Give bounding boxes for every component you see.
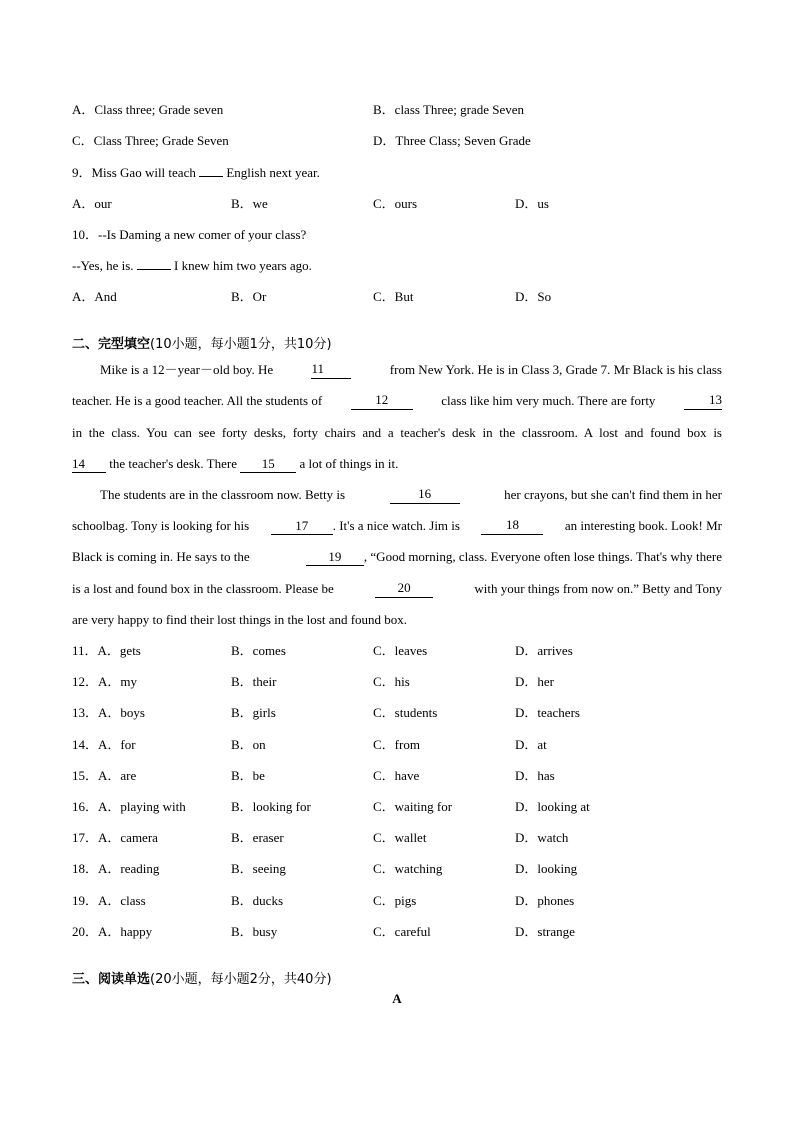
question-number: 13． xyxy=(72,705,99,720)
section3-note: (20小题，每小题2分，共40分) xyxy=(150,972,332,987)
passage-text: . It's a nice watch. Jim is xyxy=(332,518,460,533)
passage-text: the teacher's desk. There xyxy=(109,456,237,471)
passage-text: an interesting book. Look! Mr xyxy=(564,518,722,533)
cloze-option-c[interactable]: C．have xyxy=(373,768,420,783)
passage-text: Mike is a 12－year－old boy. He xyxy=(100,362,274,377)
option-a-text: A．camera xyxy=(98,830,158,845)
option-a-text: A．happy xyxy=(98,924,153,939)
section2-heading xyxy=(72,335,722,353)
cloze-option-a[interactable] xyxy=(72,829,158,847)
cloze-option-row xyxy=(72,642,722,660)
cloze-option-b[interactable]: B．girls xyxy=(231,705,276,720)
cloze-option-row xyxy=(72,767,722,785)
passage-line-9: are very happy to find their lost things in the lost and found box. xyxy=(72,612,408,627)
option-a-text: A．playing with xyxy=(98,799,186,814)
question-number: 20． xyxy=(72,924,99,939)
q9-stem-text-end: English next year. xyxy=(223,165,320,180)
q10-blank[interactable] xyxy=(137,269,171,270)
cloze-option-d[interactable]: D．phones xyxy=(515,893,575,908)
passage-text: teacher. He is a good teacher. All the students of xyxy=(72,393,323,408)
passage-text: with your things from now on.” Betty and Tony xyxy=(474,581,722,596)
passage-line-7 xyxy=(72,548,722,566)
cloze-option-a[interactable] xyxy=(72,736,136,754)
q8-option-a[interactable]: A．Class three; Grade seven xyxy=(72,102,224,117)
q8-options-row1 xyxy=(72,101,722,119)
section3-heading xyxy=(72,970,722,988)
question-number: 17． xyxy=(72,830,99,845)
cloze-option-d[interactable]: D．arrives xyxy=(515,643,573,658)
option-a-text: A．gets xyxy=(97,643,141,658)
cloze-option-a[interactable] xyxy=(72,642,141,660)
cloze-option-d[interactable]: D．strange xyxy=(515,924,575,939)
q10-option-a[interactable]: A．And xyxy=(72,289,117,304)
question-number: 11． xyxy=(72,643,98,658)
cloze-option-c[interactable]: C．students xyxy=(373,705,438,720)
cloze-option-d[interactable]: D．has xyxy=(515,768,555,783)
q9-blank[interactable] xyxy=(199,176,223,177)
option-a-text: A．reading xyxy=(98,861,160,876)
cloze-option-b[interactable]: B．on xyxy=(231,737,266,752)
passage-line-8 xyxy=(72,580,722,598)
cloze-option-b[interactable]: B．looking for xyxy=(231,799,311,814)
passage-text: , “Good morning, class. Everyone often lose things. That's why there xyxy=(363,549,722,564)
passage-text: Black is coming in. He says to the xyxy=(72,549,250,564)
cloze-option-c[interactable]: C．his xyxy=(373,674,410,689)
cloze-option-a[interactable] xyxy=(72,798,186,816)
passage-text: her crayons, but she can't find them in her xyxy=(504,487,722,502)
q9-stem xyxy=(72,164,722,182)
cloze-option-c[interactable]: C．leaves xyxy=(373,643,428,658)
passage-text: class like him very much. There are forty xyxy=(441,393,656,408)
q10-line2 xyxy=(72,257,722,275)
cloze-option-c[interactable]: C．waiting for xyxy=(373,799,453,814)
q10-line2-text: --Yes, he is. xyxy=(72,258,137,273)
cloze-option-row xyxy=(72,923,722,941)
section2-title: 二、完型填空 xyxy=(72,337,151,352)
q10-stem: 10．--Is Daming a new comer of your class? xyxy=(72,227,307,242)
cloze-option-a[interactable] xyxy=(72,860,159,878)
q10-options xyxy=(72,288,722,306)
q10-option-d[interactable]: D．So xyxy=(515,289,552,304)
q10-line2-text-end: I knew him two years ago. xyxy=(170,258,312,273)
question-number: 14． xyxy=(72,737,99,752)
cloze-option-c[interactable]: C．from xyxy=(373,737,420,752)
option-a-text: A．boys xyxy=(98,705,145,720)
passage-text: The students are in the classroom now. Betty is xyxy=(100,487,346,502)
passage-line-4 xyxy=(72,455,722,473)
passage-line-1 xyxy=(100,361,722,379)
cloze-option-b[interactable]: B．comes xyxy=(231,643,286,658)
section2-note: (10小题，每小题1分，共10分) xyxy=(150,337,332,352)
question-number: 15． xyxy=(72,768,99,783)
cloze-option-a[interactable] xyxy=(72,892,146,910)
cloze-option-row xyxy=(72,860,722,878)
q8-option-c[interactable]: C．Class Three; Grade Seven xyxy=(72,133,229,148)
cloze-option-d[interactable]: D．watch xyxy=(515,830,569,845)
section3-title: 三、阅读单选 xyxy=(72,972,151,987)
cloze-option-row xyxy=(72,673,722,691)
cloze-option-a[interactable] xyxy=(72,767,136,785)
cloze-option-a[interactable] xyxy=(72,923,152,941)
q10-option-b[interactable]: B．Or xyxy=(231,289,267,304)
cloze-option-c[interactable]: C．watching xyxy=(373,861,443,876)
option-a-text: A．my xyxy=(98,674,138,689)
cloze-option-row xyxy=(72,829,722,847)
q10-option-c[interactable]: C．But xyxy=(373,289,414,304)
passage-line-6 xyxy=(72,517,722,535)
passage-text: from New York. He is in Class 3, Grade 7. Mr Black is his class xyxy=(389,362,722,377)
blank-14[interactable]: 14 xyxy=(72,456,106,473)
cloze-option-row xyxy=(72,704,722,722)
blank-20[interactable]: 20 xyxy=(375,580,433,598)
blank-17[interactable]: 17 xyxy=(271,518,333,535)
option-a-text: A．for xyxy=(98,737,136,752)
cloze-option-b[interactable]: B．seeing xyxy=(231,861,286,876)
cloze-option-d[interactable]: D．looking at xyxy=(515,799,590,814)
option-a-text: A．are xyxy=(98,768,137,783)
cloze-option-d[interactable]: D．her xyxy=(515,674,554,689)
blank-19[interactable]: 19 xyxy=(306,549,364,566)
question-number: 18． xyxy=(72,861,99,876)
cloze-option-row xyxy=(72,798,722,816)
section3-passage-label: A xyxy=(392,991,402,1006)
blank-13[interactable]: 13 xyxy=(684,392,722,410)
passage-text: a lot of things in it. xyxy=(299,456,399,471)
cloze-option-b[interactable]: B．busy xyxy=(231,924,278,939)
q9-option-b[interactable]: B．we xyxy=(231,196,268,211)
passage-text: schoolbag. Tony is looking for his xyxy=(72,518,250,533)
blank-11[interactable]: 11 xyxy=(311,361,351,379)
passage-line-3: in the class. You can see forty desks, forty chairs and a teacher's desk in the classroom. A lost and found box is xyxy=(72,425,722,440)
blank-12[interactable]: 12 xyxy=(351,392,413,410)
cloze-option-c[interactable]: C．pigs xyxy=(373,893,417,908)
passage-text: is a lost and found box in the classroom. Please be xyxy=(72,581,334,596)
cloze-option-b[interactable]: B．eraser xyxy=(231,830,284,845)
cloze-option-c[interactable]: C．careful xyxy=(373,924,431,939)
q9-options xyxy=(72,195,722,213)
cloze-option-b[interactable]: B．ducks xyxy=(231,893,284,908)
passage-line-2 xyxy=(72,392,722,410)
cloze-option-row xyxy=(72,892,722,910)
cloze-option-d[interactable]: D．at xyxy=(515,737,547,752)
blank-16[interactable]: 16 xyxy=(390,486,460,504)
passage-line-5 xyxy=(100,486,722,504)
blank-15[interactable]: 15 xyxy=(240,456,296,473)
cloze-option-d[interactable]: D．teachers xyxy=(515,705,580,720)
cloze-option-d[interactable]: D．looking xyxy=(515,861,578,876)
question-number: 12． xyxy=(72,674,99,689)
q8-option-d[interactable]: D．Three Class; Seven Grade xyxy=(373,133,531,148)
blank-18[interactable]: 18 xyxy=(481,517,543,535)
q9-option-a[interactable]: A．our xyxy=(72,196,112,211)
question-number: 19． xyxy=(72,893,99,908)
q9-stem-text: 9．Miss Gao will teach xyxy=(72,165,200,180)
q9-option-c[interactable]: C．ours xyxy=(373,196,418,211)
cloze-option-a[interactable] xyxy=(72,673,137,691)
q8-option-b[interactable]: B．class Three; grade Seven xyxy=(373,102,525,117)
question-number: 16． xyxy=(72,799,99,814)
cloze-option-a[interactable] xyxy=(72,704,145,722)
cloze-option-c[interactable]: C．wallet xyxy=(373,830,427,845)
cloze-option-b[interactable]: B．be xyxy=(231,768,265,783)
q9-option-d[interactable]: D．us xyxy=(515,196,549,211)
q8-options-row2 xyxy=(72,132,722,150)
cloze-option-b[interactable]: B．their xyxy=(231,674,277,689)
option-a-text: A．class xyxy=(98,893,146,908)
cloze-option-row xyxy=(72,736,722,754)
